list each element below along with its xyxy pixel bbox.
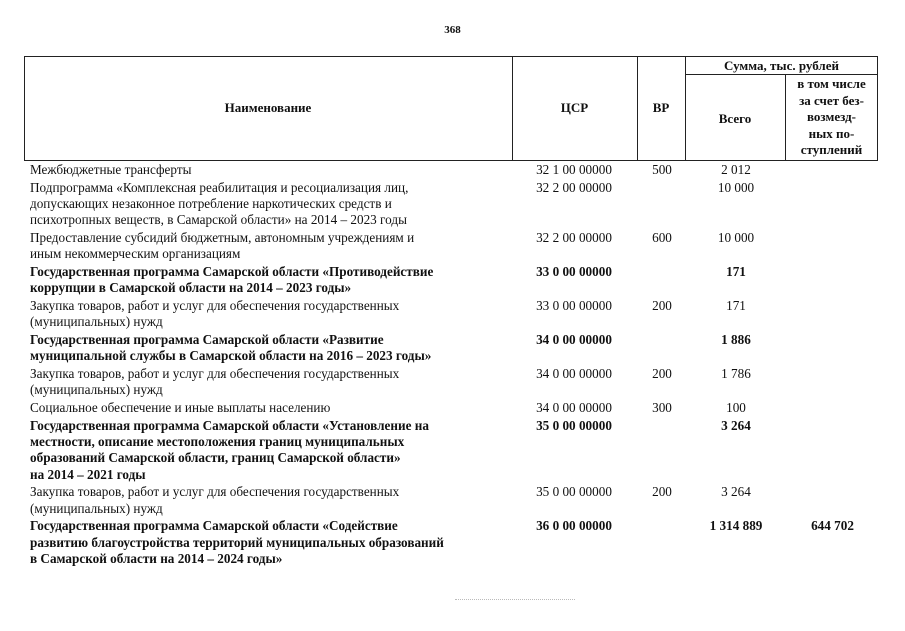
row-sum: 1 886 (721, 332, 751, 347)
header-vr: ВР (652, 100, 670, 115)
row-sum: 1 314 889 (709, 518, 763, 534)
row-name (30, 400, 508, 416)
row-sum: 10 000 (717, 230, 755, 245)
row-csr: 34 0 00 00000 (536, 366, 612, 381)
row-vr: 300 (652, 400, 672, 415)
row-sum: 2 012 (721, 162, 751, 177)
row-name-line: Закупка товаров, работ и услуг для обеспечения государственных (30, 298, 400, 313)
page-number: 368 (444, 24, 461, 36)
row-sum: 171 (726, 298, 746, 313)
row-name (30, 518, 508, 567)
row-name-line: допускающих незаконное потребление наркотических средств и (30, 196, 392, 211)
row-sum: 100 (726, 400, 746, 415)
row-name-line: Предоставление субсидий бюджетным, автономным учреждениям и (30, 230, 415, 245)
row-name-line: Государственная программа Самарской области «Содействие (30, 518, 398, 534)
table-row (0, 230, 905, 263)
row-name (30, 264, 508, 297)
row-csr: 36 0 00 00000 (536, 518, 612, 534)
row-name-line: в Самарской области на 2014 – 2024 годы» (30, 551, 283, 567)
row-csr: 35 0 00 00000 (536, 417, 612, 433)
table-row (0, 180, 905, 229)
row-name (30, 298, 508, 331)
header-csr: ЦСР (560, 100, 589, 115)
row-name-line: (муниципальных) нужд (30, 314, 163, 330)
row-csr: 32 2 00 00000 (536, 179, 612, 195)
divider (685, 74, 878, 75)
header-subsidy (785, 76, 878, 159)
row-name (30, 484, 508, 517)
row-sum: 1 786 (721, 366, 751, 381)
header-subsidy-line: возмезд- (807, 109, 856, 124)
row-vr: 200 (652, 484, 672, 500)
row-vr: 200 (652, 366, 672, 381)
row-name-line: Социальное обеспечение и иные выплаты населению (30, 400, 331, 415)
row-csr: 35 0 00 00000 (536, 484, 612, 500)
header-name: Наименование (224, 100, 312, 115)
row-csr: 32 2 00 00000 (536, 230, 612, 245)
row-subsidy: 644 702 (811, 518, 854, 534)
row-name-line: Государственная программа Самарской области «Противодействие (30, 264, 434, 279)
row-name-line: образований Самарской области, границ Самарской области» (30, 450, 401, 466)
header-sum-group: Сумма, тыс. рублей (724, 58, 839, 73)
row-name-line: местности, описание местоположения границ муниципальных (30, 434, 405, 449)
table-row (0, 264, 905, 297)
row-csr: 33 0 00 00000 (536, 264, 612, 279)
table-row (0, 298, 905, 331)
row-name (30, 162, 508, 178)
table-row (0, 484, 905, 517)
row-name-line: (муниципальных) нужд (30, 382, 163, 398)
row-name-line: коррупции в Самарской области на 2014 – 2023 годы» (30, 280, 352, 296)
row-vr: 200 (652, 298, 672, 313)
row-name-line: на 2014 – 2021 годы (30, 466, 146, 482)
row-name-line: развитию благоустройства территорий муниципальных образований (30, 534, 444, 550)
row-name (30, 366, 508, 399)
row-csr: 33 0 00 00000 (536, 298, 612, 313)
row-name (30, 332, 508, 365)
row-name-line: муниципальной службы в Самарской области на 2016 – 2023 годы» (30, 348, 432, 364)
row-vr: 600 (652, 230, 672, 245)
row-name (30, 230, 508, 263)
row-name-line: Закупка товаров, работ и услуг для обеспечения государственных (30, 484, 400, 500)
table-row (0, 400, 905, 416)
header-subsidy-line: в том числе (797, 76, 866, 91)
row-name-line: Государственная программа Самарской области «Установление на (30, 417, 429, 433)
row-sum: 3 264 (721, 484, 751, 500)
table-row (0, 366, 905, 399)
table-row (0, 518, 905, 567)
row-name-line: иным некоммерческим организациям (30, 246, 241, 262)
row-sum: 10 000 (717, 179, 755, 195)
row-sum: 3 264 (721, 417, 751, 433)
row-name (30, 180, 508, 229)
row-csr: 34 0 00 00000 (536, 400, 612, 415)
row-name-line: психотропных веществ, в Самарской области» на 2014 – 2023 годы (30, 212, 407, 228)
table-row (0, 332, 905, 365)
row-vr: 500 (652, 162, 672, 177)
header-subsidy-line: ных по- (808, 125, 855, 141)
divider (455, 599, 575, 600)
row-name-line: Межбюджетные трансферты (30, 162, 192, 177)
table-row (0, 162, 905, 178)
row-name-line: (муниципальных) нужд (30, 500, 163, 516)
header-total: Всего (718, 111, 752, 126)
header-subsidy-line: ступлений (800, 142, 863, 157)
row-csr: 32 1 00 00000 (536, 162, 612, 177)
row-name (30, 418, 508, 484)
row-name-line: Закупка товаров, работ и услуг для обеспечения государственных (30, 366, 400, 381)
row-name-line: Государственная программа Самарской области «Развитие (30, 332, 384, 347)
row-sum: 171 (726, 264, 746, 279)
header-subsidy-line: за счет без- (799, 92, 864, 108)
table-row (0, 418, 905, 484)
row-name-line: Подпрограмма «Комплексная реабилитация и ресоциализация лиц, (30, 179, 409, 195)
row-csr: 34 0 00 00000 (536, 332, 612, 347)
